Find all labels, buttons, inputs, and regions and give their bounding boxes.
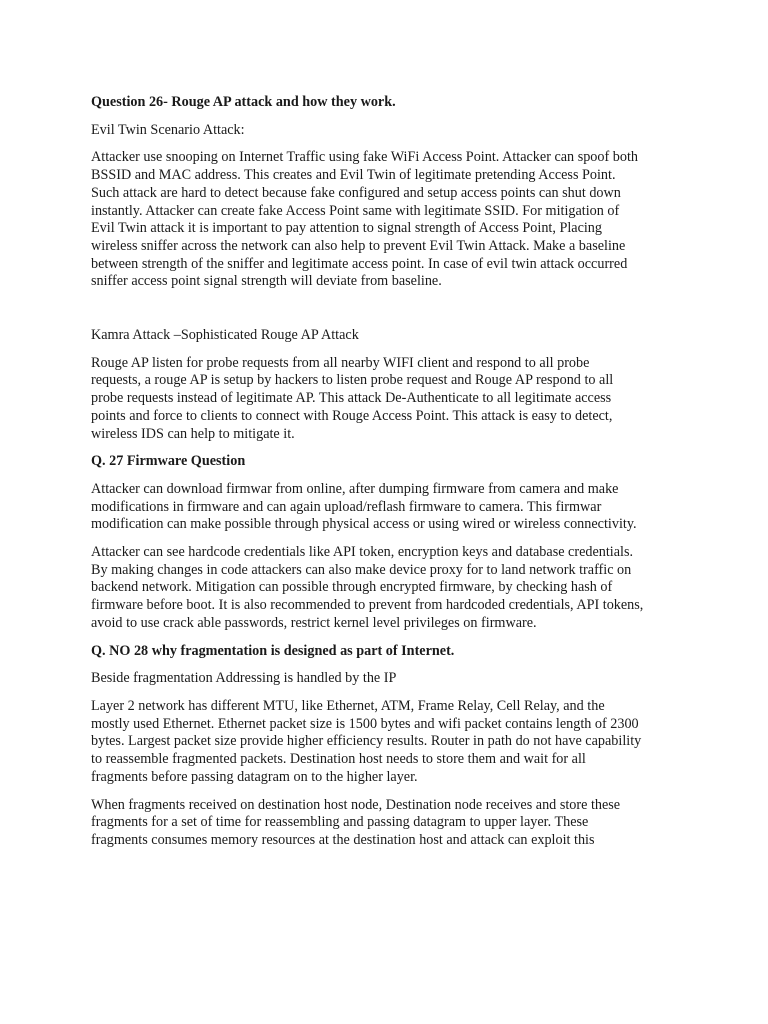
text-line: BSSID and MAC address. This creates and Evil Twin of legitimate pretending Access Point. <box>91 167 616 184</box>
q28-heading: Q. NO 28 why fragmentation is designed as part of Internet. <box>91 642 455 659</box>
text-line: By making changes in code attackers can also make device proxy for to land network traffic on <box>91 561 632 578</box>
text-line: modification can make possible through physical access or using wired or wireless connectivity. <box>91 516 637 533</box>
q27-heading: Q. 27 Firmware Question <box>91 453 246 470</box>
text-line: Layer 2 network has different MTU, like Ethernet, ATM, Frame Relay, Cell Relay, and the <box>91 697 605 714</box>
text-line: backend network. Mitigation can possible through encrypted firmware, by checking hash of <box>91 579 613 596</box>
text-line: Attacker use snooping on Internet Traffic using fake WiFi Access Point. Attacker can spoof both <box>91 149 638 166</box>
text-line: fragments for a set of time for reassembling and passing datagram to upper layer. These <box>91 814 589 831</box>
q26-heading: Question 26- Rouge AP attack and how they work. <box>91 94 396 110</box>
text-line: firmware before boot. It is also recommended to prevent from hardcoded credentials, API tokens, <box>91 597 644 614</box>
text-line: bytes. Largest packet size provide higher efficiency results. Router in path do not have capability <box>91 733 642 750</box>
fragmentation-paragraph-1 <box>91 698 718 787</box>
text-line: fragments consumes memory resources at the destination host and attack can exploit this <box>91 831 595 848</box>
text-line: probe requests instead of legitimate AP. This attack De-Authenticate to all legitimate access <box>91 390 612 407</box>
text-line: points and force to clients to connect with Rouge Access Point. This attack is easy to detect, <box>91 407 613 424</box>
firmware-paragraph-1 <box>91 481 718 534</box>
text-line: Attacker can see hardcode credentials like API token, encryption keys and database credentials. <box>91 544 634 561</box>
text-line: between strength of the sniffer and legitimate access point. In case of evil twin attack occurred <box>91 255 628 272</box>
evil-twin-paragraph <box>91 149 718 291</box>
text-line: Rouge AP listen for probe requests from all nearby WIFI client and respond to all probe <box>91 354 590 371</box>
text-line: instantly. Attacker can create fake Access Point same with legitimate SSID. For mitigation of <box>91 202 620 219</box>
text-line: Evil Twin attack it is important to pay attention to signal strength of Access Point, Placing <box>91 220 602 237</box>
blank-line <box>91 301 718 327</box>
firmware-paragraph-2 <box>91 544 718 633</box>
fragmentation-paragraph-2 <box>91 797 718 850</box>
text-line: When fragments received on destination host node, Destination node receives and store these <box>91 796 621 813</box>
kamra-paragraph <box>91 355 718 444</box>
kamra-heading: Kamra Attack –Sophisticated Rouge AP Attack <box>91 327 359 344</box>
text-line: to reassemble fragmented packets. Destination host needs to store them and wait for all <box>91 751 586 768</box>
evil-twin-heading: Evil Twin Scenario Attack: <box>91 121 245 138</box>
text-line: requests, a rouge AP is setup by hackers to listen probe request and Rouge AP respond to all <box>91 372 614 389</box>
text-line: Attacker can download firmwar from online, after dumping firmware from camera and make <box>91 480 619 497</box>
text-line: fragments before passing datagram on to the higher layer. <box>91 768 418 785</box>
text-line: sniffer access point signal strength will deviate from baseline. <box>91 273 442 290</box>
text-line: avoid to use crack able passwords, restrict kernel level privileges on firmware. <box>91 614 537 631</box>
text-line: wireless sniffer across the network can also help to prevent Evil Twin Attack. Make a baseline <box>91 237 626 254</box>
text-line: Such attack are hard to detect because fake configured and setup access points can shut down <box>91 184 621 201</box>
text-line: modifications in firmware and can again upload/reflash firmware to camera. This firmwar <box>91 498 602 515</box>
text-line: mostly used Ethernet. Ethernet packet size is 1500 bytes and wifi packet contains length of 2300 <box>91 715 639 732</box>
text-line: wireless IDS can help to mitigate it. <box>91 425 295 442</box>
fragmentation-intro: Beside fragmentation Addressing is handled by the IP <box>91 670 397 687</box>
